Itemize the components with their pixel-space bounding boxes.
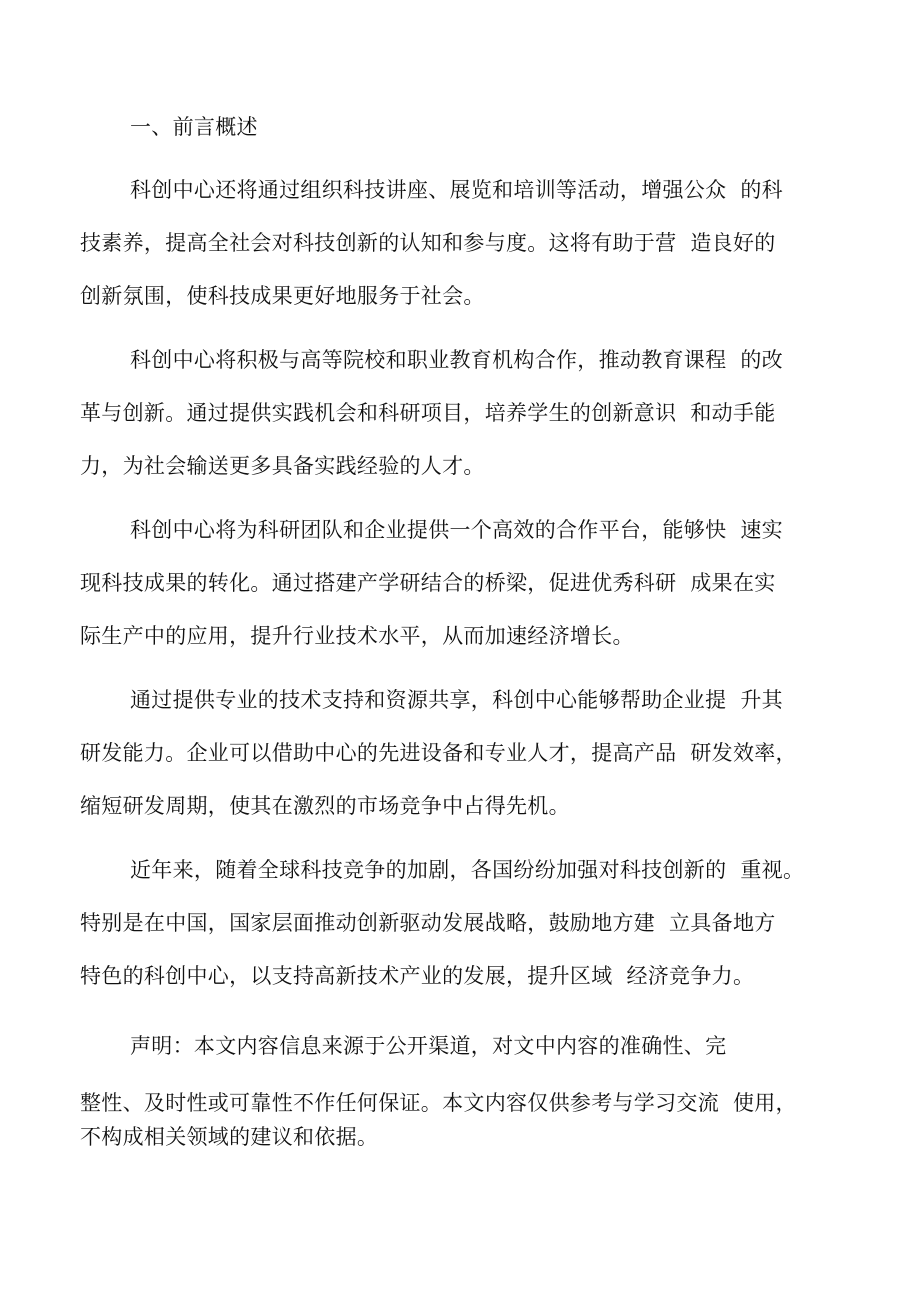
paragraph-line: 研发能力。企业可以借助中心的先进设备和专业人才，提高产品 研发效率， <box>80 741 797 765</box>
paragraph-line: 革与创新。通过提供实践机会和科研项目，培养学生的创新意识 和动手能 <box>80 401 776 425</box>
paragraph-line: 科创中心将积极与高等院校和职业教育机构合作，推动教育课程 的改 <box>130 348 783 372</box>
paragraph-line: 创新氛围，使科技成果更好地服务于社会。 <box>80 284 485 308</box>
disclaimer-line: 不构成相关领域的建议和依据。 <box>80 1125 379 1149</box>
section-heading: 一、前言概述 <box>130 115 258 139</box>
paragraph-line: 技素养，提高全社会对科技创新的认知和参与度。这将有助于营 造良好的 <box>80 231 776 255</box>
paragraph-line: 科创中心将为科研团队和企业提供一个高效的合作平台，能够快 速实 <box>130 518 783 542</box>
disclaimer-line: 整性、及时性或可靠性不作任何保证。本文内容仅供参考与学习交流 使用， <box>80 1091 797 1115</box>
paragraph-line: 力，为社会输送更多具备实践经验的人才。 <box>80 454 485 478</box>
disclaimer-line: 声明：本文内容信息来源于公开渠道，对文中内容的准确性、完 <box>130 1034 727 1058</box>
paragraph-line: 科创中心还将通过组织科技讲座、展览和培训等活动，增强公众 的科 <box>130 178 783 202</box>
paragraph-line: 缩短研发周期，使其在激烈的市场竞争中占得先机。 <box>80 794 570 818</box>
paragraph-line: 近年来，随着全球科技竞争的加剧，各国纷纷加强对科技创新的 重视。 <box>130 858 805 882</box>
paragraph-line: 通过提供专业的技术支持和资源共享，科创中心能够帮助企业提 升其 <box>130 688 783 712</box>
paragraph-line: 特色的科创中心，以支持高新技术产业的发展，提升区域 经济竞争力。 <box>80 964 755 988</box>
paragraph-line: 现科技成果的转化。通过搭建产学研结合的桥梁，促进优秀科研 成果在实 <box>80 571 776 595</box>
paragraph-line: 特别是在中国，国家层面推动创新驱动发展战略，鼓励地方建 立具备地方 <box>80 911 776 935</box>
paragraph-line: 际生产中的应用，提升行业技术水平，从而加速经济增长。 <box>80 624 634 648</box>
